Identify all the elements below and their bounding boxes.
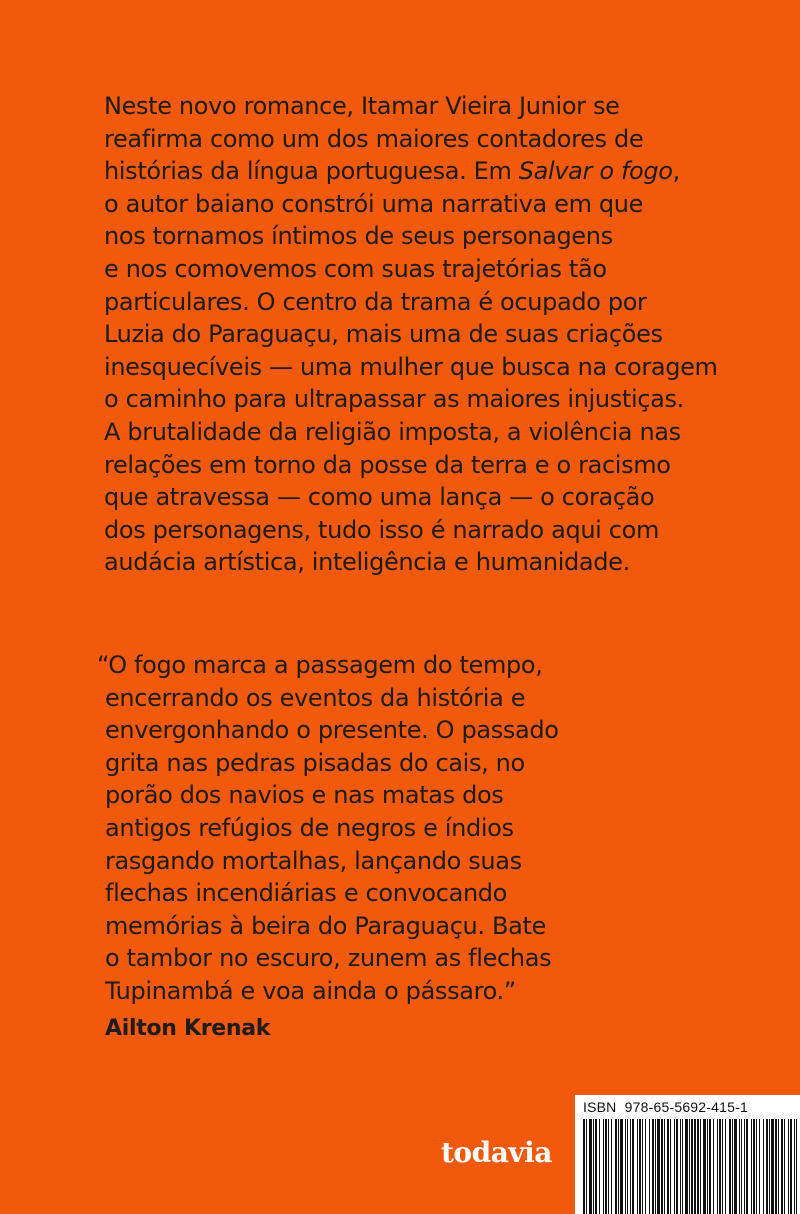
barcode-bar [756, 1119, 757, 1214]
quote-line: envergonhando o presente. O passado [105, 716, 559, 745]
barcode-bar [725, 1119, 726, 1214]
synopsis-line: reafirma como um dos maiores contadores de [104, 124, 644, 153]
barcode-bar [637, 1119, 638, 1214]
synopsis-line: nos tornamos íntimos de seus personagens [104, 222, 613, 251]
quote-line: flechas incendiárias e convocando [105, 879, 508, 908]
barcode-bar [615, 1119, 617, 1214]
barcode-bar [778, 1119, 779, 1214]
isbn-text [583, 1099, 748, 1115]
barcode-bar [790, 1119, 792, 1214]
publisher-logo: todavia [441, 1136, 552, 1169]
synopsis-line: que atravessa — como uma lança — o coração [104, 483, 655, 512]
quote-line: memórias à beira do Paraguaçu. Bate [105, 911, 546, 940]
quote-line: grita nas pedras pisadas do cais, no [105, 748, 525, 777]
barcode-bar [620, 1119, 623, 1214]
barcode-bar [784, 1119, 785, 1214]
synopsis-line [104, 155, 744, 188]
barcode-bar [697, 1119, 699, 1214]
quote-line: porão dos navios e nas matas dos [105, 781, 504, 810]
barcode-bar [649, 1119, 650, 1214]
barcode-bar [751, 1119, 752, 1214]
endorsement-quote [97, 649, 737, 1008]
quote-line: encerrando os eventos da história e [105, 683, 526, 712]
barcode-bar [703, 1119, 706, 1214]
barcode-bar [595, 1119, 597, 1214]
synopsis-punctuation: , [672, 157, 680, 186]
barcode-bar [611, 1119, 612, 1214]
synopsis-line: dos personagens, tudo isso é narrado aqui com [104, 515, 659, 544]
barcode-bar [746, 1119, 748, 1214]
barcode-bar [729, 1119, 731, 1214]
barcode-bar [694, 1119, 696, 1214]
barcode-bar [707, 1119, 708, 1214]
isbn-barcode [575, 1095, 800, 1214]
synopsis-line: o caminho para ultrapassar as maiores injustiças. [104, 385, 684, 414]
barcode-bar [657, 1119, 660, 1214]
barcode-bar [769, 1119, 770, 1214]
synopsis-line: inesquecíveis — uma mulher que busca na coragem [104, 352, 718, 381]
barcode-bar [732, 1119, 733, 1214]
barcode-bar [639, 1119, 641, 1214]
barcode-bar [603, 1119, 604, 1214]
barcode-bar [652, 1119, 654, 1214]
synopsis-line: A brutalidade da religião imposta, a violência nas [104, 417, 681, 446]
barcode-bar [670, 1119, 671, 1214]
barcode-bar [583, 1119, 585, 1214]
barcode-bar [719, 1119, 721, 1214]
synopsis-line-text: histórias da língua portuguesa. Em [104, 157, 519, 186]
barcode-bar [645, 1119, 646, 1214]
quote-line: Tupinambá e voa ainda o pássaro.” [105, 976, 516, 1005]
barcode-bar [763, 1119, 764, 1214]
synopsis-line: particulares. O centro da trama é ocupado por [104, 287, 647, 316]
barcode-bar [586, 1119, 587, 1214]
barcode-bar [741, 1119, 742, 1214]
barcode-bar [642, 1119, 643, 1214]
barcode-bar [781, 1119, 783, 1214]
synopsis-line: Luzia do Paraguaçu, mais uma de suas criações [104, 320, 663, 349]
barcode-bar [689, 1119, 690, 1214]
book-title: Salvar o fogo [518, 157, 673, 186]
barcode-bar [618, 1119, 619, 1214]
barcode-bar [589, 1119, 592, 1214]
synopsis-line: audácia artística, inteligência e humanidade. [104, 548, 630, 577]
barcode-bar [625, 1119, 626, 1214]
barcode-bar [796, 1119, 797, 1214]
barcode-bar [759, 1119, 760, 1214]
barcode-bar [713, 1119, 714, 1214]
barcode-bar [655, 1119, 656, 1214]
barcode-bar [691, 1119, 693, 1214]
barcode-bar [667, 1119, 669, 1214]
barcode-bar [794, 1119, 795, 1214]
barcode-bar [674, 1119, 675, 1214]
quote-author: Ailton Krenak [105, 1016, 271, 1041]
barcode-bar [717, 1119, 718, 1214]
barcode-bar [605, 1119, 607, 1214]
barcode-bar [593, 1119, 594, 1214]
barcode-bar [630, 1119, 631, 1214]
barcode-bar [788, 1119, 789, 1214]
barcode-bar [627, 1119, 628, 1214]
quote-line: rasgando mortalhas, lançando suas [105, 846, 522, 875]
barcode-bar [709, 1119, 711, 1214]
barcode-bar [664, 1119, 665, 1214]
synopsis-line: o autor baiano constrói uma narrativa em que [104, 189, 644, 218]
barcode-bar [680, 1119, 681, 1214]
quote-line: antigos refúgios de negros e índios [105, 813, 514, 842]
synopsis-line: e nos comovemos com suas trajetórias tão [104, 254, 607, 283]
barcode-bar [608, 1119, 609, 1214]
synopsis-line: relações em torno da posse da terra e o racismo [104, 450, 671, 479]
barcode-bar [739, 1119, 740, 1214]
barcode-bars [583, 1119, 800, 1214]
synopsis-line: Neste novo romance, Itamar Vieira Junior se [104, 92, 620, 120]
barcode-bar [661, 1119, 663, 1214]
barcode-bar [744, 1119, 745, 1214]
barcode-bar [722, 1119, 723, 1214]
barcode-bar [766, 1119, 768, 1214]
barcode-bar [676, 1119, 678, 1214]
isbn-number: 978-65-5692-415-1 [624, 1099, 748, 1115]
barcode-bar [771, 1119, 774, 1214]
barcode-bar [632, 1119, 634, 1214]
isbn-label: ISBN [583, 1099, 617, 1115]
barcode-bar [685, 1119, 688, 1214]
synopsis [104, 90, 744, 579]
barcode-bar [734, 1119, 737, 1214]
barcode-bar [775, 1119, 777, 1214]
barcode-bar [599, 1119, 600, 1214]
quote-line: o tambor no escuro, zunem as flechas [105, 944, 552, 973]
barcode-bar [682, 1119, 683, 1214]
barcode-bar [753, 1119, 755, 1214]
barcode-bar [700, 1119, 701, 1214]
quote-line: “O fogo marca a passagem do tempo, [97, 651, 543, 679]
